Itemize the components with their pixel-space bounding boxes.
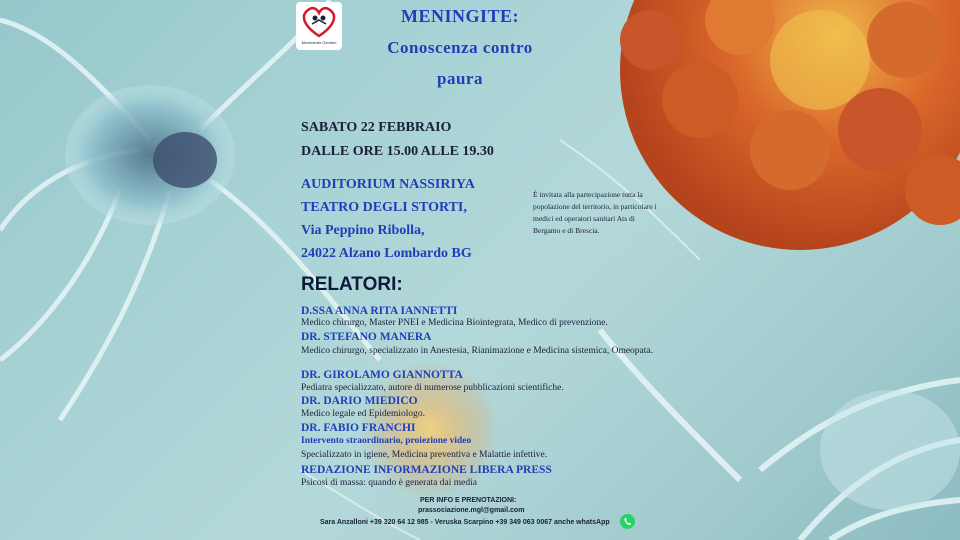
svg-text:Movimento Genitori: Movimento Genitori bbox=[301, 40, 337, 45]
venue-line-2: TEATRO DEGLI STORTI, bbox=[301, 200, 467, 215]
speaker-name: DR. GIROLAMO GIANNOTTA bbox=[301, 369, 463, 381]
speaker-description: Medico chirurgo, Master PNEI e Medicina Biointegrata, Medico di prevenzione. bbox=[301, 318, 608, 328]
speaker-description: Psicosi di massa: quando è generata dai media bbox=[301, 478, 477, 488]
speaker-description: Specializzato in igiene, Medicina preventiva e Malattie infettive. bbox=[301, 450, 548, 460]
contact-phones: Sara Anzalloni +39 320 64 12 985 - Veruska Scarpino +39 349 063 0067 anche whatsApp bbox=[320, 519, 610, 526]
speaker-description: Medico chirurgo, specializzato in Anestesia, Rianimazione e Medicina sistemica, Omeopata. bbox=[301, 346, 654, 356]
speakers-heading: RELATORI: bbox=[301, 274, 403, 295]
info-label: PER INFO E PRENOTAZIONI: bbox=[420, 497, 517, 504]
title-line-3: paura bbox=[437, 69, 483, 88]
speaker-name: DR. FABIO FRANCHI bbox=[301, 422, 416, 434]
speaker-description: Pediatra specializzato, autore di numerose pubblicazioni scientifiche. bbox=[301, 383, 564, 393]
street-address: Via Peppino Ribolla, bbox=[301, 223, 425, 238]
speaker-name: DR. DARIO MIEDICO bbox=[301, 395, 418, 407]
speaker-name: REDAZIONE INFORMAZIONE LIBERA PRESS bbox=[301, 464, 552, 476]
speaker-description: Medico legale ed Epidemiologo. bbox=[301, 409, 425, 419]
organization-logo bbox=[296, 2, 342, 50]
city-address: 24022 Alzano Lombardo BG bbox=[301, 246, 472, 261]
speaker-special-note: Intervento straordinario, proiezione video bbox=[301, 436, 472, 446]
whatsapp-icon bbox=[620, 514, 635, 529]
title-line-1: MENINGITE: bbox=[400, 6, 519, 26]
event-date: SABATO 22 FEBBRAIO bbox=[301, 120, 452, 135]
contact-email[interactable]: prassociazione.mgl@gmail.com bbox=[418, 507, 525, 514]
speaker-name: D.SSA ANNA RITA IANNETTI bbox=[301, 305, 458, 317]
venue-line-1: AUDITORIUM NASSIRIYA bbox=[301, 177, 475, 192]
event-time: DALLE ORE 15.00 ALLE 19.30 bbox=[301, 144, 494, 159]
invitation-note: È invitata alla partecipazione tutta la popolazione del territorio, in particolare i medici ed operatori sanitari Ats di Bergamo e di Brescia. bbox=[533, 190, 657, 235]
title-line-2: Conoscenza contro bbox=[387, 38, 533, 57]
speaker-name: DR. STEFANO MANERA bbox=[301, 331, 432, 343]
